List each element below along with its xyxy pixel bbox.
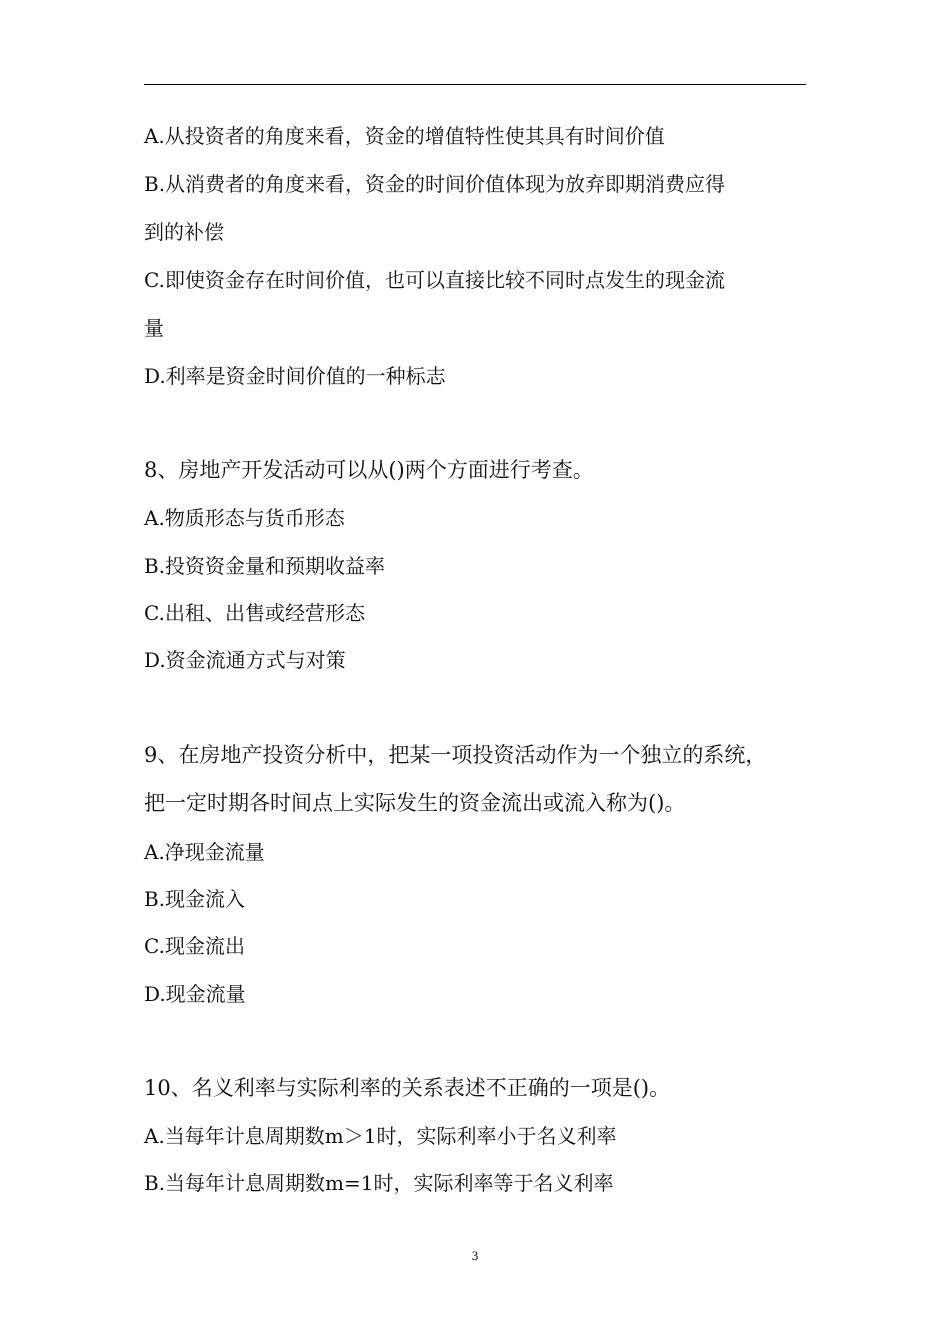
option-line: D.资金流通方式与对策 — [144, 648, 346, 672]
option-line: B.现金流入 — [144, 887, 246, 911]
option-line-continued: 量 — [144, 316, 164, 340]
option-line: C.即使资金存在时间价值，也可以直接比较不同时点发生的现金流 — [144, 268, 725, 292]
option-line-continued: 到的补偿 — [144, 220, 224, 244]
question-10: 10、名义利率与实际利率的关系表述不正确的一项是()。 — [144, 1076, 671, 1100]
option-line: B.投资资金量和预期收益率 — [144, 554, 386, 578]
question-8: 8、房地产开发活动可以从()两个方面进行考查。 — [144, 458, 594, 482]
question-9: 9、在房地产投资分析中，把某一项投资活动作为一个独立的系统， — [144, 743, 767, 767]
option-line: C.现金流出 — [144, 934, 245, 958]
option-line: A.净现金流量 — [144, 840, 265, 864]
option-line: C.出租、出售或经营形态 — [144, 601, 365, 625]
option-line: A.当每年计息周期数m＞1时，实际利率小于名义利率 — [144, 1124, 617, 1148]
page-number: 3 — [471, 1248, 479, 1263]
header-rule — [144, 84, 806, 85]
option-line: B.从消费者的角度来看，资金的时间价值体现为放弃即期消费应得 — [144, 172, 726, 196]
option-line: D.现金流量 — [144, 982, 246, 1006]
option-line: A.物质形态与货币形态 — [144, 506, 345, 530]
option-line: A.从投资者的角度来看，资金的增值特性使其具有时间价值 — [144, 124, 665, 148]
question-9-continued: 把一定时期各时间点上实际发生的资金流出或流入称为()。 — [144, 791, 686, 815]
option-line: B.当每年计息周期数m=1时，实际利率等于名义利率 — [144, 1171, 614, 1195]
option-line: D.利率是资金时间价值的一种标志 — [144, 364, 446, 388]
